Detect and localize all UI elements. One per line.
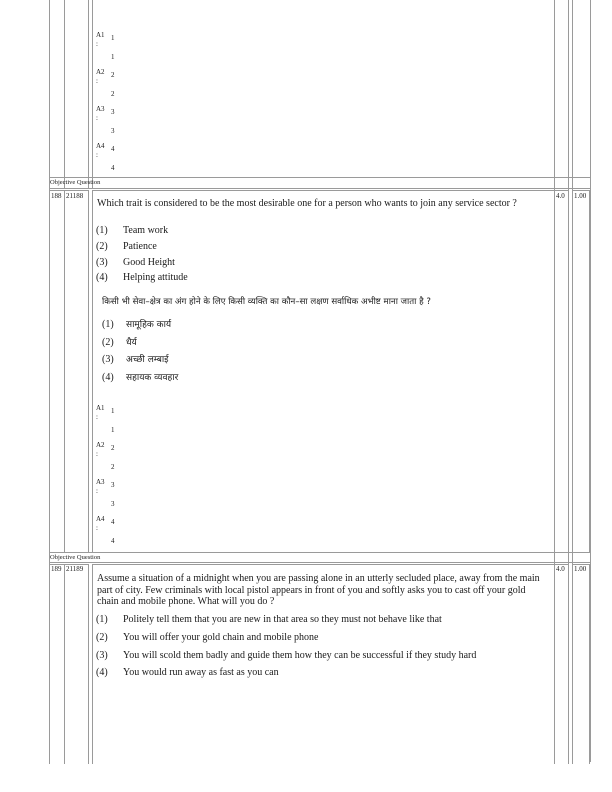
question-negative-marks: 1.00 (574, 566, 587, 573)
hindi-option-4 (102, 373, 178, 383)
option-text: You will offer your gold chain and mobile phone (123, 632, 319, 643)
answer-colon: : (96, 413, 98, 421)
answer-colon: : (96, 40, 98, 48)
answer-value: 2 (111, 71, 115, 79)
question-marks: 4.0 (556, 565, 565, 573)
option-number: (4) (96, 272, 108, 283)
option-number: (4) (96, 667, 108, 678)
row-divider (49, 552, 590, 553)
question-serial: 188 (51, 192, 62, 200)
option-text: Patience (123, 241, 157, 252)
option-number: (2) (96, 632, 108, 643)
option-number: (3) (96, 650, 108, 661)
answer-label: A3 (96, 105, 105, 113)
option-2 (96, 633, 318, 643)
option-3 (96, 651, 476, 661)
negative-cell (572, 190, 590, 553)
qid-cell (64, 564, 89, 764)
answer-repeat: 2 (111, 463, 115, 471)
answer-label: A1 (96, 31, 105, 39)
question-text: Which trait is considered to be the most desirable one for a person who wants to join any service sector ? (97, 198, 517, 209)
option-text: सहायक व्यवहार (126, 373, 179, 383)
answer-value: 4 (111, 145, 115, 153)
option-text: Good Height (123, 257, 175, 268)
question-serial: 189 (51, 565, 62, 573)
answer-repeat: 1 (111, 53, 115, 61)
section-label: Objective Question (50, 179, 101, 186)
row-divider (49, 188, 590, 189)
option-1 (96, 226, 168, 236)
table-border-id (88, 0, 89, 188)
hindi-option-3 (102, 355, 169, 365)
answer-repeat: 4 (111, 537, 115, 545)
table-border-far-right (590, 0, 591, 762)
answer-repeat: 3 (111, 127, 115, 135)
option-number: (4) (102, 372, 114, 383)
answer-value: 4 (111, 518, 115, 526)
answer-value: 2 (111, 444, 115, 452)
answer-colon: : (96, 114, 98, 122)
option-3 (96, 258, 175, 268)
option-number: (2) (102, 337, 114, 348)
option-1 (96, 615, 442, 625)
answer-label: A1 (96, 404, 105, 412)
option-text: Helping attitude (123, 272, 188, 283)
option-text: Team work (123, 225, 169, 236)
option-number: (1) (96, 614, 108, 625)
sl-cell (49, 190, 65, 553)
answer-colon: : (96, 77, 98, 85)
answer-value: 1 (111, 407, 115, 415)
option-number: (3) (96, 257, 108, 268)
option-text: You would run away as fast as you can (123, 667, 279, 678)
option-text: सामूहिक कार्य (126, 320, 172, 330)
section-label: Objective Question (50, 554, 101, 561)
row-divider (49, 562, 590, 563)
answer-label: A4 (96, 515, 105, 523)
answer-value: 3 (111, 108, 115, 116)
option-4 (96, 668, 279, 678)
table-border-q (92, 0, 93, 188)
answer-colon: : (96, 524, 98, 532)
answer-value: 3 (111, 481, 115, 489)
answer-label: A2 (96, 68, 105, 76)
answer-label: A2 (96, 441, 105, 449)
answer-repeat: 2 (111, 90, 115, 98)
marks-cell (554, 190, 569, 553)
answer-label: A3 (96, 478, 105, 486)
option-number: (1) (102, 319, 114, 330)
option-text: You will scold them badly and guide them how they can be successful if they study hard (123, 650, 477, 661)
qid-cell (64, 190, 89, 553)
marks-cell (554, 564, 569, 764)
option-text: धैर्य (126, 338, 137, 348)
sl-cell (49, 564, 65, 764)
answer-colon: : (96, 487, 98, 495)
hindi-option-2 (102, 338, 137, 348)
answer-label: A4 (96, 142, 105, 150)
option-number: (2) (96, 241, 108, 252)
answer-repeat: 1 (111, 426, 115, 434)
question-cell (92, 190, 555, 553)
question-id: 21189 (66, 565, 84, 573)
negative-cell (572, 564, 590, 764)
answer-repeat: 4 (111, 164, 115, 172)
option-text: अच्छी लम्बाई (126, 355, 169, 365)
option-number: (3) (102, 354, 114, 365)
answer-value: 1 (111, 34, 115, 42)
answer-colon: : (96, 151, 98, 159)
row-divider (49, 177, 590, 178)
hindi-option-1 (102, 320, 171, 330)
question-id: 21188 (66, 192, 84, 200)
question-marks: 4.0 (556, 192, 565, 200)
option-text: Politely tell them that you are new in that area so they must not behave like that (123, 614, 442, 625)
table-border-sl (64, 0, 65, 188)
answer-repeat: 3 (111, 500, 115, 508)
option-4 (96, 273, 188, 283)
hindi-question-text: किसी भी सेवा–क्षेत्र का अंग होने के लिए किसी व्यक्ति का कौन–सा लक्षण सर्वाधिक अभीष्ट माना जाता है ? (102, 297, 431, 307)
answer-colon: : (96, 450, 98, 458)
question-negative-marks: 1.00 (574, 193, 587, 200)
option-number: (1) (96, 225, 108, 236)
question-text: Assume a situation of a midnight when you are passing alone in an utterly secluded place, away from the main part of city. Few criminals with local pistol appears in front of you and softly asks you to cast off your gold chain and mobile phone. What will you do ? (97, 573, 540, 607)
option-2 (96, 242, 157, 252)
